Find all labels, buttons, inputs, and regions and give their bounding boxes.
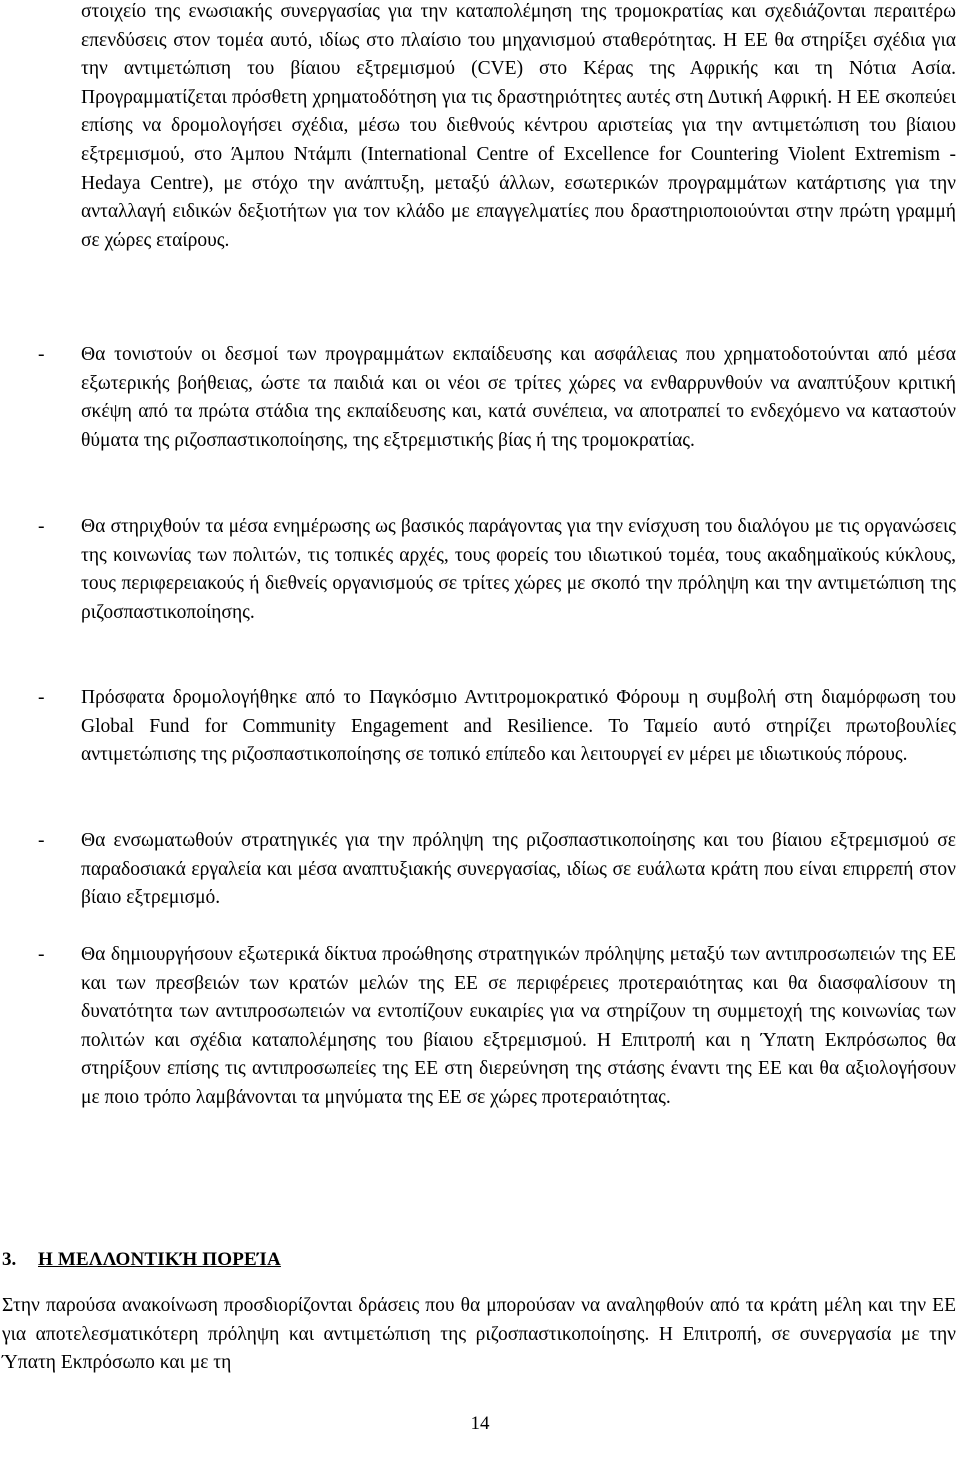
- bullet-paragraph-external-networks: Θα δημιουργήσουν εξωτερικά δίκτυα προώθησης στρατηγικών πρόληψης μεταξύ των αντιπροσωπειών της ΕΕ και των πρεσβειών των κρατών μελών της ΕΕ σε περιφέρειες προτεραιότητας και θα διασφαλίσουν τη δυνατότητα των αντιπροσωπειών να εντοπίζουν ευκαιρίες για να στηρίζουν τη συμμετοχή της κοινωνίας των πολιτών και σχέδια καταπολέμησης του βίαιου εξτρεμισμού. Η Επιτροπή και η Ύπατη Εκπρόσωπος θα στηρίξουν επίσης τις αντιπροσωπείες της ΕΕ στη διερεύνηση της στάσης έναντι της ΕΕ και θα αξιολογήσουν με ποιο τρόπο λαμβάνονται τα μηνύματα της ΕΕ σε χώρες προτεραιότητας.: [81, 944, 956, 1108]
- bullet-marker: -: [38, 830, 45, 851]
- section-number: 3.: [2, 1249, 17, 1270]
- paragraph-conclusion: Στην παρούσα ανακοίνωση προσδιορίζονται δράσεις που θα μπορούσαν να αναληφθούν από τα κράτη μέλη και την ΕΕ για αποτελεσματικότερη πρόληψη και αντιμετώπιση της ριζοσπαστικοποίησης. Η Επιτροπή, σε συνεργασία με την Ύπατη Εκπρόσωπο και με τη: [2, 1295, 956, 1374]
- bullet-marker: -: [38, 944, 45, 965]
- section-title: Η ΜΕΛΛΟΝΤΙΚΉ ΠΟΡΕΊΑ: [38, 1249, 281, 1270]
- bullet-paragraph-global-fund: Πρόσφατα δρομολογήθηκε από το Παγκόσμιο Αντιτρομοκρατικό Φόρουμ η συμβολή στη διαμόρφωση του Global Fund for Community Engagement and Resilience. Το Ταμείο αυτό στηρίζει πρωτοβουλίες αντιμετώπισης της ριζοσπαστικοποίησης σε τοπικό επίπεδο και λειτουργεί εν μέρει με ιδιωτικούς πόρους.: [81, 687, 956, 766]
- section-heading: [2, 1248, 281, 1272]
- bullet-marker: -: [38, 344, 45, 365]
- bullet-marker: -: [38, 516, 45, 537]
- bullet-paragraph-development-cooperation: Θα ενσωματωθούν στρατηγικές για την πρόληψη της ριζοσπαστικοποίησης και του βίαιου εξτρεμισμού σε παραδοσιακά εργαλεία και μέσα αναπτυξιακής συνεργασίας, ιδίως σε ευάλωτα κράτη που είναι επιρρεπή στον βίαιο εξτρεμισμό.: [81, 830, 956, 909]
- bullet-paragraph-media: Θα στηριχθούν τα μέσα ενημέρωσης ως βασικός παράγοντας για την ενίσχυση του διαλόγου με τις οργανώσεις της κοινωνίας των πολιτών, τις τοπικές αρχές, τους φορείς του ιδιωτικού τομέα, τους ακαδημαϊκούς κύκλους, τους περιφερειακούς ή διεθνείς οργανισμούς σε τρίτες χώρες με σκοπό την πρόληψη και την αντιμετώπιση της ριζοσπαστικοποίησης.: [81, 516, 956, 623]
- paragraph-intro: στοιχείο της ενωσιακής συνεργασίας για την καταπολέμηση της τρομοκρατίας και σχεδιάζονται περαιτέρω επενδύσεις στον τομέα αυτό, ιδίως στο πλαίσιο του μηχανισμού σταθερότητας. Η ΕΕ θα στηρίξει σχέδια για την αντιμετώπιση του βίαιου εξτρεμισμού (CVE) στο Κέρας της Αφρικής και τη Νότια Ασία. Προγραμματίζεται πρόσθετη χρηματοδότηση για τις δραστηριότητες αυτές στη Δυτική Αφρική. Η ΕΕ σκοπεύει επίσης να δρομολογήσει σχέδια, μέσω του διεθνούς κέντρου αριστείας για την αντιμετώπιση του βίαιου εξτρεμισμού, στο Άμπου Ντάμπι (International Centre of Excellence for Countering Violent Extremism - Hedaya Centre), με στόχο την ανάπτυξη, μεταξύ άλλων, εσωτερικών προγραμμάτων κατάρτισης για την ανταλλαγή ειδικών δεξιοτήτων για τον κλάδο με επαγγελματίες που δραστηριοποιούνται στην πρώτη γραμμή σε χώρες εταίρους.: [81, 1, 956, 251]
- page-number: 14: [470, 1413, 490, 1434]
- bullet-paragraph-education: Θα τονιστούν οι δεσμοί των προγραμμάτων εκπαίδευσης και ασφάλειας που χρηματοδοτούνται από μέσα εξωτερικής βοήθειας, ώστε τα παιδιά και οι νέοι σε τρίτες χώρες να ενθαρρυνθούν να αναπτύξουν κριτική σκέψη από τα πρώτα στάδια της εκπαίδευσης και, κατά συνέπεια, να αποτραπεί το ενδεχόμενο να καταστούν θύματα της ριζοσπαστικοποίησης, της εξτρεμιστικής βίας ή της τρομοκρατίας.: [81, 344, 956, 451]
- bullet-marker: -: [38, 687, 45, 708]
